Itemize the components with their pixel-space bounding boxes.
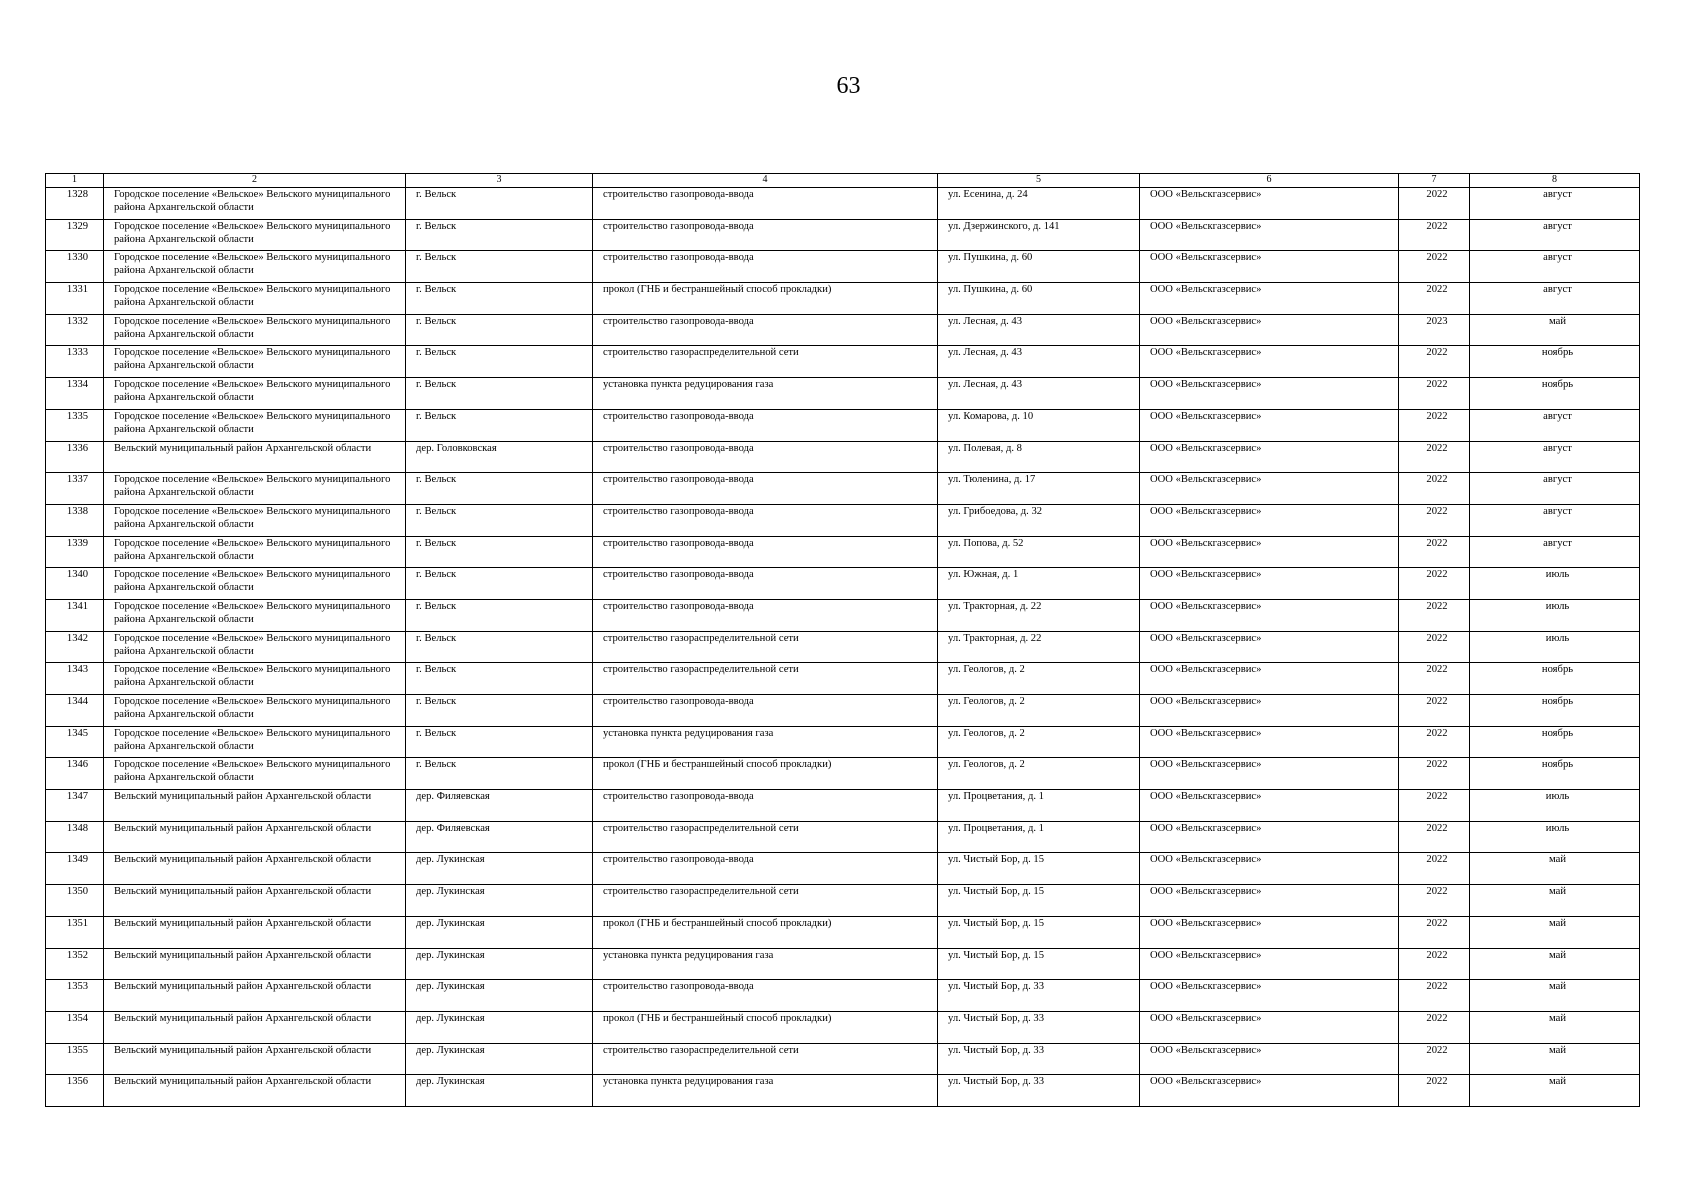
year-cell: 2023 <box>1399 314 1470 346</box>
address-cell: ул. Комарова, д. 10 <box>938 409 1140 441</box>
month-cell: ноябрь <box>1470 663 1640 695</box>
work-type-cell: строительство газопровода-ввода <box>593 314 938 346</box>
row-number-cell: 1348 <box>46 821 104 853</box>
year-cell: 2022 <box>1399 1043 1470 1075</box>
work-type-cell: строительство газопровода-ввода <box>593 853 938 885</box>
row-number-cell: 1356 <box>46 1075 104 1107</box>
address-cell: ул. Тракторная, д. 22 <box>938 631 1140 663</box>
settlement-cell: дер. Лукинская <box>406 1075 593 1107</box>
work-type-cell: строительство газораспределительной сети <box>593 663 938 695</box>
year-cell: 2022 <box>1399 504 1470 536</box>
work-type-cell: прокол (ГНБ и бестраншейный способ прокладки) <box>593 283 938 315</box>
table-row <box>46 283 1640 315</box>
address-cell: ул. Пушкина, д. 60 <box>938 283 1140 315</box>
month-cell: май <box>1470 314 1640 346</box>
work-type-cell: строительство газопровода-ввода <box>593 980 938 1012</box>
work-type-cell: строительство газопровода-ввода <box>593 536 938 568</box>
row-number-cell: 1335 <box>46 409 104 441</box>
settlement-cell: г. Вельск <box>406 663 593 695</box>
month-cell: май <box>1470 916 1640 948</box>
row-number-cell: 1352 <box>46 948 104 980</box>
month-cell: август <box>1470 536 1640 568</box>
work-type-cell: прокол (ГНБ и бестраншейный способ прокладки) <box>593 916 938 948</box>
table-row <box>46 599 1640 631</box>
settlement-cell: г. Вельск <box>406 346 593 378</box>
row-number-cell: 1338 <box>46 504 104 536</box>
month-cell: май <box>1470 885 1640 917</box>
address-cell: ул. Тюленина, д. 17 <box>938 473 1140 505</box>
month-cell: ноябрь <box>1470 758 1640 790</box>
address-cell: ул. Геологов, д. 2 <box>938 726 1140 758</box>
municipality-cell: Городское поселение «Вельское» Вельского муниципального района Архангельской области <box>104 378 406 410</box>
operator-cell: ООО «Вельскгазсервис» <box>1140 1011 1399 1043</box>
row-number-cell: 1354 <box>46 1011 104 1043</box>
year-cell: 2022 <box>1399 726 1470 758</box>
year-cell: 2022 <box>1399 948 1470 980</box>
column-header: 5 <box>938 174 1140 188</box>
work-type-cell: строительство газопровода-ввода <box>593 790 938 822</box>
work-type-cell: строительство газопровода-ввода <box>593 599 938 631</box>
year-cell: 2022 <box>1399 853 1470 885</box>
month-cell: август <box>1470 504 1640 536</box>
work-type-cell: установка пункта редуцирования газа <box>593 726 938 758</box>
settlement-cell: г. Вельск <box>406 473 593 505</box>
work-type-cell: строительство газопровода-ввода <box>593 504 938 536</box>
row-number-cell: 1336 <box>46 441 104 473</box>
work-type-cell: строительство газораспределительной сети <box>593 631 938 663</box>
municipality-cell: Городское поселение «Вельское» Вельского муниципального района Архангельской области <box>104 283 406 315</box>
settlement-cell: г. Вельск <box>406 314 593 346</box>
operator-cell: ООО «Вельскгазсервис» <box>1140 314 1399 346</box>
address-cell: ул. Чистый Бор, д. 15 <box>938 948 1140 980</box>
operator-cell: ООО «Вельскгазсервис» <box>1140 821 1399 853</box>
year-cell: 2022 <box>1399 188 1470 220</box>
operator-cell: ООО «Вельскгазсервис» <box>1140 599 1399 631</box>
address-cell: ул. Лесная, д. 43 <box>938 314 1140 346</box>
month-cell: август <box>1470 473 1640 505</box>
operator-cell: ООО «Вельскгазсервис» <box>1140 378 1399 410</box>
column-header: 8 <box>1470 174 1640 188</box>
table-row <box>46 885 1640 917</box>
settlement-cell: г. Вельск <box>406 504 593 536</box>
work-type-cell: строительство газораспределительной сети <box>593 885 938 917</box>
table-row <box>46 726 1640 758</box>
row-number-cell: 1349 <box>46 853 104 885</box>
table-row <box>46 663 1640 695</box>
address-cell: ул. Тракторная, д. 22 <box>938 599 1140 631</box>
month-cell: август <box>1470 283 1640 315</box>
row-number-cell: 1347 <box>46 790 104 822</box>
year-cell: 2022 <box>1399 568 1470 600</box>
operator-cell: ООО «Вельскгазсервис» <box>1140 441 1399 473</box>
municipality-cell: Городское поселение «Вельское» Вельского муниципального района Архангельской области <box>104 409 406 441</box>
row-number-cell: 1355 <box>46 1043 104 1075</box>
address-cell: ул. Геологов, д. 2 <box>938 695 1140 727</box>
work-type-cell: строительство газопровода-ввода <box>593 409 938 441</box>
settlement-cell: дер. Филяевская <box>406 790 593 822</box>
operator-cell: ООО «Вельскгазсервис» <box>1140 409 1399 441</box>
settlement-cell: г. Вельск <box>406 599 593 631</box>
municipality-cell: Городское поселение «Вельское» Вельского муниципального района Архангельской области <box>104 695 406 727</box>
table-row <box>46 378 1640 410</box>
month-cell: июль <box>1470 631 1640 663</box>
row-number-cell: 1342 <box>46 631 104 663</box>
year-cell: 2022 <box>1399 1075 1470 1107</box>
table-row <box>46 473 1640 505</box>
settlement-cell: дер. Лукинская <box>406 948 593 980</box>
address-cell: ул. Чистый Бор, д. 33 <box>938 1043 1140 1075</box>
settlement-cell: г. Вельск <box>406 409 593 441</box>
table-row <box>46 758 1640 790</box>
operator-cell: ООО «Вельскгазсервис» <box>1140 726 1399 758</box>
table-row <box>46 314 1640 346</box>
address-cell: ул. Чистый Бор, д. 15 <box>938 916 1140 948</box>
settlement-cell: г. Вельск <box>406 631 593 663</box>
settlement-cell: дер. Филяевская <box>406 821 593 853</box>
municipality-cell: Вельский муниципальный район Архангельской области <box>104 441 406 473</box>
month-cell: июль <box>1470 599 1640 631</box>
row-number-cell: 1344 <box>46 695 104 727</box>
table-row <box>46 1043 1640 1075</box>
municipality-cell: Городское поселение «Вельское» Вельского муниципального района Архангельской области <box>104 251 406 283</box>
table-row <box>46 188 1640 220</box>
work-type-cell: строительство газопровода-ввода <box>593 473 938 505</box>
table-row <box>46 504 1640 536</box>
settlement-cell: дер. Лукинская <box>406 1011 593 1043</box>
operator-cell: ООО «Вельскгазсервис» <box>1140 536 1399 568</box>
table-body <box>46 188 1640 1107</box>
operator-cell: ООО «Вельскгазсервис» <box>1140 188 1399 220</box>
row-number-cell: 1343 <box>46 663 104 695</box>
operator-cell: ООО «Вельскгазсервис» <box>1140 853 1399 885</box>
month-cell: август <box>1470 188 1640 220</box>
table-row <box>46 631 1640 663</box>
address-cell: ул. Полевая, д. 8 <box>938 441 1140 473</box>
municipality-cell: Вельский муниципальный район Архангельской области <box>104 916 406 948</box>
operator-cell: ООО «Вельскгазсервис» <box>1140 948 1399 980</box>
table-row <box>46 916 1640 948</box>
municipality-cell: Городское поселение «Вельское» Вельского муниципального района Архангельской области <box>104 504 406 536</box>
municipality-cell: Городское поселение «Вельское» Вельского муниципального района Архангельской области <box>104 758 406 790</box>
address-cell: ул. Чистый Бор, д. 33 <box>938 1075 1140 1107</box>
row-number-cell: 1328 <box>46 188 104 220</box>
municipality-cell: Городское поселение «Вельское» Вельского муниципального района Архангельской области <box>104 663 406 695</box>
month-cell: май <box>1470 853 1640 885</box>
operator-cell: ООО «Вельскгазсервис» <box>1140 631 1399 663</box>
year-cell: 2022 <box>1399 695 1470 727</box>
month-cell: май <box>1470 948 1640 980</box>
month-cell: ноябрь <box>1470 346 1640 378</box>
municipality-cell: Вельский муниципальный район Архангельской области <box>104 1075 406 1107</box>
settlement-cell: г. Вельск <box>406 726 593 758</box>
work-type-cell: строительство газопровода-ввода <box>593 251 938 283</box>
operator-cell: ООО «Вельскгазсервис» <box>1140 695 1399 727</box>
month-cell: август <box>1470 409 1640 441</box>
table-row <box>46 948 1640 980</box>
municipality-cell: Городское поселение «Вельское» Вельского муниципального района Архангельской области <box>104 536 406 568</box>
address-cell: ул. Чистый Бор, д. 33 <box>938 1011 1140 1043</box>
settlement-cell: дер. Лукинская <box>406 853 593 885</box>
operator-cell: ООО «Вельскгазсервис» <box>1140 663 1399 695</box>
row-number-cell: 1345 <box>46 726 104 758</box>
address-cell: ул. Геологов, д. 2 <box>938 663 1140 695</box>
address-cell: ул. Процветания, д. 1 <box>938 821 1140 853</box>
operator-cell: ООО «Вельскгазсервис» <box>1140 1043 1399 1075</box>
year-cell: 2022 <box>1399 378 1470 410</box>
month-cell: август <box>1470 251 1640 283</box>
work-type-cell: установка пункта редуцирования газа <box>593 948 938 980</box>
work-type-cell: прокол (ГНБ и бестраншейный способ прокладки) <box>593 1011 938 1043</box>
column-header: 7 <box>1399 174 1470 188</box>
month-cell: июль <box>1470 568 1640 600</box>
address-cell: ул. Южная, д. 1 <box>938 568 1140 600</box>
row-number-cell: 1331 <box>46 283 104 315</box>
year-cell: 2022 <box>1399 790 1470 822</box>
work-type-cell: строительство газопровода-ввода <box>593 568 938 600</box>
work-type-cell: установка пункта редуцирования газа <box>593 1075 938 1107</box>
address-cell: ул. Лесная, д. 43 <box>938 346 1140 378</box>
year-cell: 2022 <box>1399 536 1470 568</box>
operator-cell: ООО «Вельскгазсервис» <box>1140 758 1399 790</box>
month-cell: май <box>1470 980 1640 1012</box>
settlement-cell: г. Вельск <box>406 219 593 251</box>
settlement-cell: г. Вельск <box>406 568 593 600</box>
month-cell: август <box>1470 441 1640 473</box>
year-cell: 2022 <box>1399 473 1470 505</box>
table-row <box>46 536 1640 568</box>
settlement-cell: г. Вельск <box>406 251 593 283</box>
year-cell: 2022 <box>1399 441 1470 473</box>
table-row <box>46 695 1640 727</box>
column-header: 4 <box>593 174 938 188</box>
municipality-cell: Вельский муниципальный район Архангельской области <box>104 853 406 885</box>
row-number-cell: 1337 <box>46 473 104 505</box>
operator-cell: ООО «Вельскгазсервис» <box>1140 346 1399 378</box>
work-type-cell: прокол (ГНБ и бестраншейный способ прокладки) <box>593 758 938 790</box>
table-row <box>46 853 1640 885</box>
column-header: 3 <box>406 174 593 188</box>
settlement-cell: г. Вельск <box>406 188 593 220</box>
settlement-cell: дер. Лукинская <box>406 980 593 1012</box>
address-cell: ул. Процветания, д. 1 <box>938 790 1140 822</box>
address-cell: ул. Грибоедова, д. 32 <box>938 504 1140 536</box>
year-cell: 2022 <box>1399 251 1470 283</box>
work-type-cell: строительство газораспределительной сети <box>593 346 938 378</box>
row-number-cell: 1341 <box>46 599 104 631</box>
municipality-cell: Городское поселение «Вельское» Вельского муниципального района Архангельской области <box>104 631 406 663</box>
settlement-cell: г. Вельск <box>406 378 593 410</box>
settlement-cell: дер. Лукинская <box>406 916 593 948</box>
month-cell: июль <box>1470 821 1640 853</box>
address-cell: ул. Чистый Бор, д. 33 <box>938 980 1140 1012</box>
row-number-cell: 1330 <box>46 251 104 283</box>
settlement-cell: дер. Головковская <box>406 441 593 473</box>
month-cell: май <box>1470 1075 1640 1107</box>
settlement-cell: г. Вельск <box>406 758 593 790</box>
row-number-cell: 1351 <box>46 916 104 948</box>
address-cell: ул. Чистый Бор, д. 15 <box>938 853 1140 885</box>
table-row <box>46 568 1640 600</box>
operator-cell: ООО «Вельскгазсервис» <box>1140 283 1399 315</box>
row-number-cell: 1332 <box>46 314 104 346</box>
month-cell: май <box>1470 1011 1640 1043</box>
settlement-cell: г. Вельск <box>406 283 593 315</box>
column-header: 2 <box>104 174 406 188</box>
operator-cell: ООО «Вельскгазсервис» <box>1140 473 1399 505</box>
municipality-cell: Городское поселение «Вельское» Вельского муниципального района Архангельской области <box>104 314 406 346</box>
settlement-cell: г. Вельск <box>406 695 593 727</box>
month-cell: август <box>1470 219 1640 251</box>
table-row <box>46 219 1640 251</box>
operator-cell: ООО «Вельскгазсервис» <box>1140 251 1399 283</box>
operator-cell: ООО «Вельскгазсервис» <box>1140 568 1399 600</box>
operator-cell: ООО «Вельскгазсервис» <box>1140 885 1399 917</box>
year-cell: 2022 <box>1399 283 1470 315</box>
operator-cell: ООО «Вельскгазсервис» <box>1140 219 1399 251</box>
address-cell: ул. Пушкина, д. 60 <box>938 251 1140 283</box>
address-cell: ул. Дзержинского, д. 141 <box>938 219 1140 251</box>
row-number-cell: 1333 <box>46 346 104 378</box>
operator-cell: ООО «Вельскгазсервис» <box>1140 790 1399 822</box>
work-type-cell: строительство газопровода-ввода <box>593 441 938 473</box>
address-cell: ул. Попова, д. 52 <box>938 536 1140 568</box>
row-number-cell: 1353 <box>46 980 104 1012</box>
municipality-cell: Вельский муниципальный район Архангельской области <box>104 1011 406 1043</box>
row-number-cell: 1334 <box>46 378 104 410</box>
table-row <box>46 980 1640 1012</box>
municipality-cell: Вельский муниципальный район Архангельской области <box>104 821 406 853</box>
table-row <box>46 821 1640 853</box>
register-table <box>45 173 1640 1107</box>
operator-cell: ООО «Вельскгазсервис» <box>1140 504 1399 536</box>
table-row <box>46 409 1640 441</box>
address-cell: ул. Чистый Бор, д. 15 <box>938 885 1140 917</box>
municipality-cell: Городское поселение «Вельское» Вельского муниципального района Архангельской области <box>104 473 406 505</box>
municipality-cell: Вельский муниципальный район Архангельской области <box>104 980 406 1012</box>
year-cell: 2022 <box>1399 916 1470 948</box>
work-type-cell: строительство газопровода-ввода <box>593 695 938 727</box>
year-cell: 2022 <box>1399 885 1470 917</box>
table-row <box>46 790 1640 822</box>
settlement-cell: г. Вельск <box>406 536 593 568</box>
year-cell: 2022 <box>1399 631 1470 663</box>
municipality-cell: Городское поселение «Вельское» Вельского муниципального района Архангельской области <box>104 726 406 758</box>
year-cell: 2022 <box>1399 980 1470 1012</box>
row-number-cell: 1350 <box>46 885 104 917</box>
operator-cell: ООО «Вельскгазсервис» <box>1140 916 1399 948</box>
month-cell: ноябрь <box>1470 378 1640 410</box>
settlement-cell: дер. Лукинская <box>406 885 593 917</box>
address-cell: ул. Геологов, д. 2 <box>938 758 1140 790</box>
year-cell: 2022 <box>1399 346 1470 378</box>
year-cell: 2022 <box>1399 409 1470 441</box>
work-type-cell: строительство газораспределительной сети <box>593 1043 938 1075</box>
year-cell: 2022 <box>1399 821 1470 853</box>
table-row <box>46 1011 1640 1043</box>
column-header: 1 <box>46 174 104 188</box>
address-cell: ул. Есенина, д. 24 <box>938 188 1140 220</box>
work-type-cell: строительство газопровода-ввода <box>593 219 938 251</box>
municipality-cell: Городское поселение «Вельское» Вельского муниципального района Архангельской области <box>104 568 406 600</box>
year-cell: 2022 <box>1399 219 1470 251</box>
row-number-cell: 1340 <box>46 568 104 600</box>
row-number-cell: 1339 <box>46 536 104 568</box>
month-cell: ноябрь <box>1470 726 1640 758</box>
municipality-cell: Городское поселение «Вельское» Вельского муниципального района Архангельской области <box>104 599 406 631</box>
month-cell: май <box>1470 1043 1640 1075</box>
operator-cell: ООО «Вельскгазсервис» <box>1140 1075 1399 1107</box>
year-cell: 2022 <box>1399 758 1470 790</box>
work-type-cell: строительство газораспределительной сети <box>593 821 938 853</box>
municipality-cell: Вельский муниципальный район Архангельской области <box>104 948 406 980</box>
operator-cell: ООО «Вельскгазсервис» <box>1140 980 1399 1012</box>
row-number-cell: 1329 <box>46 219 104 251</box>
municipality-cell: Вельский муниципальный район Архангельской области <box>104 885 406 917</box>
address-cell: ул. Лесная, д. 43 <box>938 378 1140 410</box>
year-cell: 2022 <box>1399 1011 1470 1043</box>
year-cell: 2022 <box>1399 599 1470 631</box>
settlement-cell: дер. Лукинская <box>406 1043 593 1075</box>
table-row <box>46 441 1640 473</box>
municipality-cell: Городское поселение «Вельское» Вельского муниципального района Архангельской области <box>104 219 406 251</box>
work-type-cell: установка пункта редуцирования газа <box>593 378 938 410</box>
municipality-cell: Городское поселение «Вельское» Вельского муниципального района Архангельской области <box>104 188 406 220</box>
month-cell: июль <box>1470 790 1640 822</box>
work-type-cell: строительство газопровода-ввода <box>593 188 938 220</box>
municipality-cell: Городское поселение «Вельское» Вельского муниципального района Архангельской области <box>104 346 406 378</box>
municipality-cell: Вельский муниципальный район Архангельской области <box>104 1043 406 1075</box>
municipality-cell: Вельский муниципальный район Архангельской области <box>104 790 406 822</box>
month-cell: ноябрь <box>1470 695 1640 727</box>
table-row <box>46 251 1640 283</box>
row-number-cell: 1346 <box>46 758 104 790</box>
table-row <box>46 346 1640 378</box>
column-header: 6 <box>1140 174 1399 188</box>
table-row <box>46 1075 1640 1107</box>
page-number: 63 <box>836 73 861 99</box>
header-row <box>46 174 1640 188</box>
year-cell: 2022 <box>1399 663 1470 695</box>
